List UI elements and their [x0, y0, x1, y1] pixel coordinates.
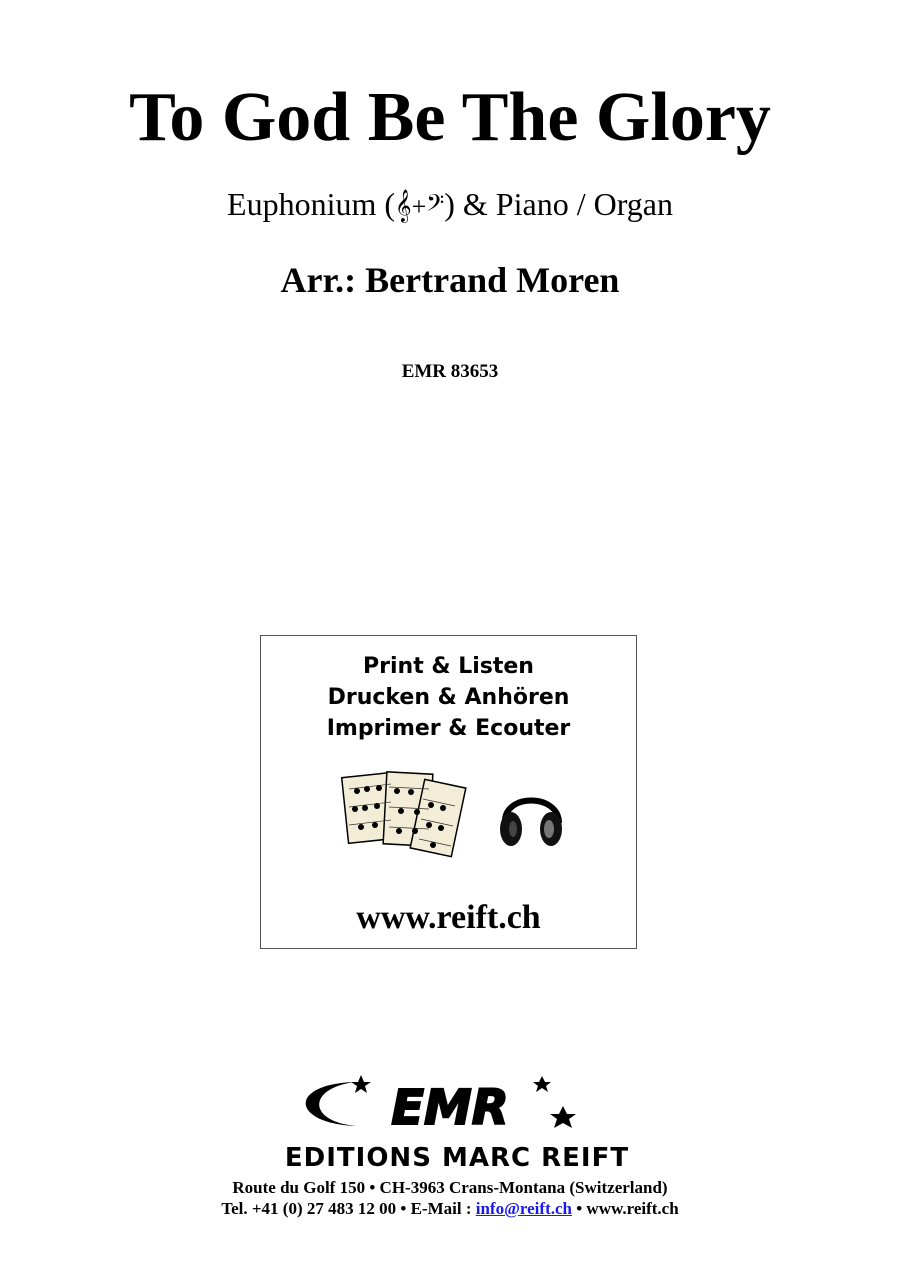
instrumentation-rest: ) & Piano / Organ: [444, 186, 673, 222]
arranger: Arr.: Bertrand Moren: [280, 260, 620, 300]
logo-emr-text: EMR: [391, 1080, 509, 1136]
promo-line-english: Print & Listen: [363, 654, 534, 679]
instrumentation: [0, 184, 900, 227]
sheet-music-icon: [341, 769, 467, 861]
catalog-number: EMR 83653: [401, 361, 499, 382]
web-text: • www.reift.ch: [571, 1199, 679, 1218]
publisher-name: EDITIONS MARC REIFT: [284, 1143, 630, 1172]
headphones-icon: [497, 779, 567, 851]
website-link[interactable]: www.reift.ch: [356, 899, 541, 936]
bass-clef-icon: 𝄢: [426, 189, 445, 222]
score-title: To God Be The Glory: [129, 79, 771, 156]
instrument-text: Euphonium (: [227, 186, 395, 222]
print-listen-box: [260, 635, 637, 949]
email-link[interactable]: info@reift.ch: [475, 1199, 572, 1218]
publisher-address: Route du Golf 150 • CH-3963 Crans-Montana (Switzerland): [232, 1178, 668, 1197]
plus-sign: +: [411, 192, 427, 221]
publisher-contact: [0, 1198, 900, 1220]
emr-logo: [237, 1072, 677, 1172]
promo-line-french: Imprimer & Ecouter: [326, 716, 571, 741]
phone-text: Tel. +41 (0) 27 483 12 00 • E-Mail :: [221, 1199, 476, 1218]
promo-line-german: Drucken & Anhören: [327, 685, 570, 710]
treble-clef-icon: 𝄞: [395, 189, 412, 222]
